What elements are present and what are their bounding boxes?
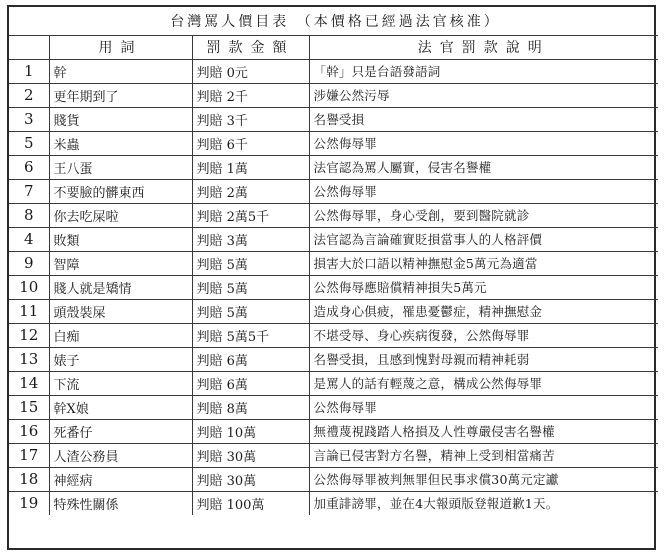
row-explanation: 涉嫌公然污辱	[309, 83, 658, 107]
row-fine: 判賠 6萬	[192, 347, 309, 371]
table-row	[9, 227, 658, 251]
row-fine: 判賠 3萬	[192, 227, 309, 251]
row-number: 1	[9, 59, 49, 83]
row-explanation: 損害大於口語以精神撫慰金5萬元為適當	[309, 251, 658, 275]
row-explanation: 不堪受辱、身心疾病復發，公然侮辱罪	[309, 323, 658, 347]
header-number	[9, 35, 49, 59]
price-list-sheet	[7, 5, 656, 550]
row-fine: 判賠 2萬	[192, 179, 309, 203]
row-word: 你去吃屎啦	[49, 203, 192, 227]
row-word: 敗類	[49, 227, 192, 251]
row-explanation: 公然侮辱應賠償精神損失5萬元	[309, 275, 658, 299]
row-fine: 判賠 6千	[192, 131, 309, 155]
row-number: 11	[9, 299, 49, 323]
table-row	[9, 155, 658, 179]
row-number: 2	[9, 83, 49, 107]
row-number: 4	[9, 227, 49, 251]
row-explanation: 加重誹謗罪，並在4大報頭版登報道歉1天。	[309, 491, 658, 515]
row-word: 下流	[49, 371, 192, 395]
row-word: 更年期到了	[49, 83, 192, 107]
row-fine: 判賠 1萬	[192, 155, 309, 179]
row-word: 特殊性關係	[49, 491, 192, 515]
table-row	[9, 251, 658, 275]
table-row	[9, 467, 658, 491]
row-explanation: 公然侮辱罪，身心受創，要到醫院就診	[309, 203, 658, 227]
row-fine: 判賠 2千	[192, 83, 309, 107]
row-fine: 判賠 5萬	[192, 275, 309, 299]
row-word: 人渣公務員	[49, 443, 192, 467]
row-word: 頭殼裝屎	[49, 299, 192, 323]
row-word: 賤貨	[49, 107, 192, 131]
table-row	[9, 203, 658, 227]
row-fine: 判賠 2萬5千	[192, 203, 309, 227]
table-body	[9, 59, 658, 515]
row-explanation: 公然侮辱罪被判無罪但民事求償30萬元定讞	[309, 467, 658, 491]
row-number: 12	[9, 323, 49, 347]
table-row	[9, 107, 658, 131]
row-fine: 判賠 5萬5千	[192, 323, 309, 347]
row-explanation: 法官認為言論確實貶損當事人的人格評價	[309, 227, 658, 251]
row-fine: 判賠 30萬	[192, 443, 309, 467]
row-explanation: 無禮蔑視踐踏人格損及人性尊嚴侵害名譽權	[309, 419, 658, 443]
row-explanation: 是罵人的話有輕蔑之意，構成公然侮辱罪	[309, 371, 658, 395]
row-word: 婊子	[49, 347, 192, 371]
row-number: 14	[9, 371, 49, 395]
title-row	[9, 7, 658, 35]
table-row	[9, 419, 658, 443]
row-number: 5	[9, 131, 49, 155]
table-row	[9, 299, 658, 323]
table-row	[9, 59, 658, 83]
row-number: 10	[9, 275, 49, 299]
row-explanation: 公然侮辱罪	[309, 395, 658, 419]
row-number: 8	[9, 203, 49, 227]
row-explanation: 「幹」只是台語發語詞	[309, 59, 658, 83]
row-fine: 判賠 10萬	[192, 419, 309, 443]
row-word: 賤人就是矯情	[49, 275, 192, 299]
row-number: 16	[9, 419, 49, 443]
row-explanation: 造成身心俱疲，罹患憂鬱症，精神撫慰金	[309, 299, 658, 323]
table-row	[9, 491, 658, 515]
table-row	[9, 347, 658, 371]
table-row	[9, 275, 658, 299]
row-word: 不要臉的髒東西	[49, 179, 192, 203]
row-explanation: 言論已侵害對方名譽，精神上受到相當痛苦	[309, 443, 658, 467]
row-explanation: 名譽受損，且感到愧對母親而精神耗弱	[309, 347, 658, 371]
row-number: 9	[9, 251, 49, 275]
table-row	[9, 395, 658, 419]
row-fine: 判賠 0元	[192, 59, 309, 83]
row-number: 17	[9, 443, 49, 467]
header-explain: 法官罰款說明	[309, 35, 658, 59]
table-row	[9, 323, 658, 347]
row-fine: 判賠 3千	[192, 107, 309, 131]
row-number: 19	[9, 491, 49, 515]
row-explanation: 法官認為罵人屬實，侵害名譽權	[309, 155, 658, 179]
header-fine: 罰款金額	[192, 35, 309, 59]
header-word: 用詞	[49, 35, 192, 59]
row-number: 13	[9, 347, 49, 371]
row-word: 幹X娘	[49, 395, 192, 419]
row-explanation: 公然侮辱罪	[309, 179, 658, 203]
price-table	[9, 7, 658, 515]
row-explanation: 名譽受損	[309, 107, 658, 131]
table-row	[9, 371, 658, 395]
row-explanation: 公然侮辱罪	[309, 131, 658, 155]
row-number: 6	[9, 155, 49, 179]
row-fine: 判賠 8萬	[192, 395, 309, 419]
row-fine: 判賠 5萬	[192, 251, 309, 275]
row-number: 18	[9, 467, 49, 491]
table-row	[9, 131, 658, 155]
row-word: 白痴	[49, 323, 192, 347]
row-fine: 判賠 5萬	[192, 299, 309, 323]
row-fine: 判賠 6萬	[192, 371, 309, 395]
row-word: 死番仔	[49, 419, 192, 443]
table-row	[9, 443, 658, 467]
row-fine: 判賠 30萬	[192, 467, 309, 491]
row-word: 王八蛋	[49, 155, 192, 179]
header-row	[9, 35, 658, 59]
row-number: 7	[9, 179, 49, 203]
row-word: 神經病	[49, 467, 192, 491]
row-word: 米蟲	[49, 131, 192, 155]
row-number: 3	[9, 107, 49, 131]
row-word: 智障	[49, 251, 192, 275]
row-word: 幹	[49, 59, 192, 83]
row-number: 15	[9, 395, 49, 419]
table-row	[9, 179, 658, 203]
row-fine: 判賠 100萬	[192, 491, 309, 515]
table-row	[9, 83, 658, 107]
table-title: 台灣罵人價目表 （本價格已經過法官核准）	[9, 7, 658, 35]
